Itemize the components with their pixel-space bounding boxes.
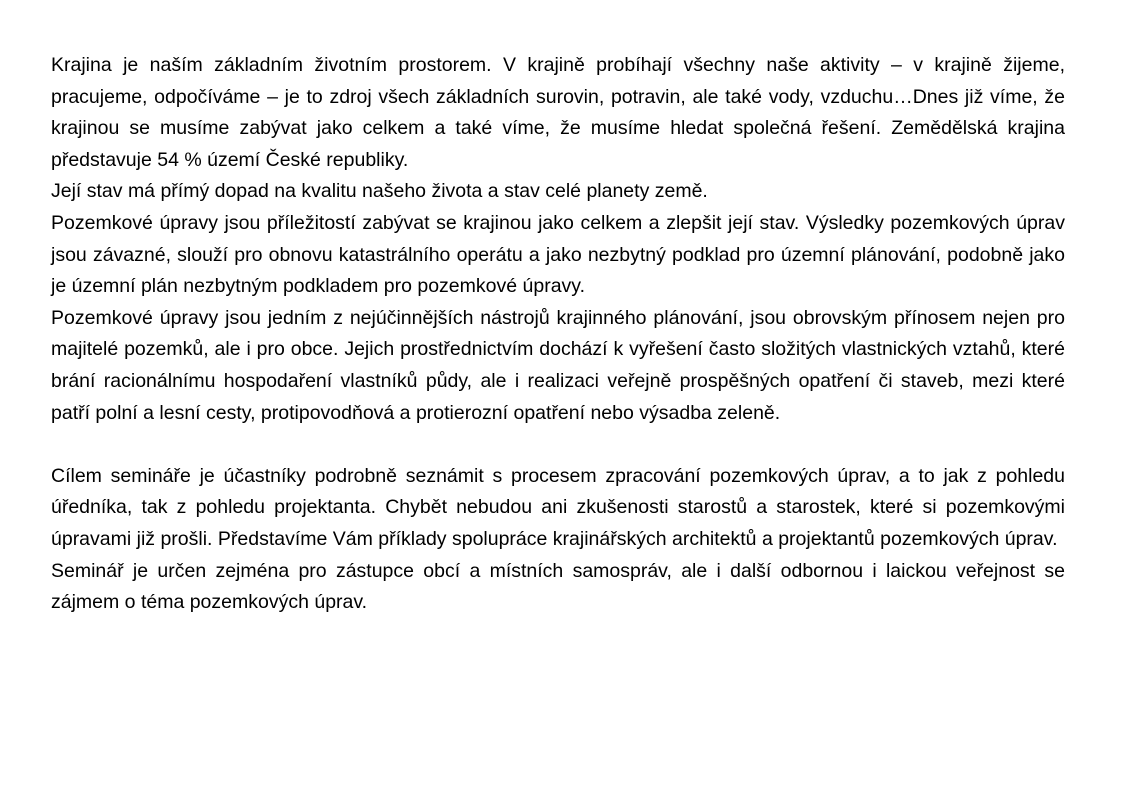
paragraph-landscape-intro: Krajina je naším základním životním prostorem. V krajině probíhají všechny naše aktivity – v krajině žijeme, pracujeme, odpočíváme – je to zdroj všech základních surovin, potravin, ale také vody, vzduchu…Dnes již víme, že krajinou se musíme zabývat jako celkem a také víme, že musíme hledat společná řešení. Zemědělská krajina představuje 54 % území České republiky. <box>51 54 1065 171</box>
paragraph-landscape-impact: Její stav má přímý dopad na kvalitu našeho života a stav celé planety země. <box>51 180 708 203</box>
paragraph-seminar-audience: Seminář je určen zejména pro zástupce obcí a místních samospráv, ale i další odbornou i laickou veřejnost se zájmem o téma pozemkových úprav. <box>51 559 1065 614</box>
document-body <box>51 50 1065 619</box>
paragraph-seminar-goal: Cílem semináře je účastníky podrobně seznámit s procesem zpracování pozemkových úprav, a to jak z pohledu úředníka, tak z pohledu projektanta. Chybět nebudou ani zkušenosti starostů a starostek, které si pozemkovými úpravami již prošli. Představíme Vám příklady spolupráce krajinářských architektů a projektantů pozemkových úprav. <box>51 464 1065 550</box>
paragraph-spacer <box>51 429 1065 461</box>
paragraph-land-consolidation-tool: Pozemkové úpravy jsou jedním z nejúčinnějších nástrojů krajinného plánování, jsou obrovským přínosem nejen pro majitelé pozemků, ale i pro obce. Jejich prostřednictvím dochází k vyřešení často složitých vlastnických vztahů, které brání racionálnímu hospodaření vlastníků půdy, ale i realizaci veřejně prospěšných opatření či staveb, mezi které patří polní a lesní cesty, protipovodňová a protierozní opatření nebo výsadba zeleně. <box>51 306 1065 424</box>
paragraph-land-consolidation-opportunity: Pozemkové úpravy jsou příležitostí zabývat se krajinou jako celkem a zlepšit její stav. Výsledky pozemkových úprav jsou závazné, slouží pro obnovu katastrálního operátu a jako nezbytný podklad pro územní plánování, podobně jako je územní plán nezbytným podkladem pro pozemkové úpravy. <box>51 211 1065 298</box>
